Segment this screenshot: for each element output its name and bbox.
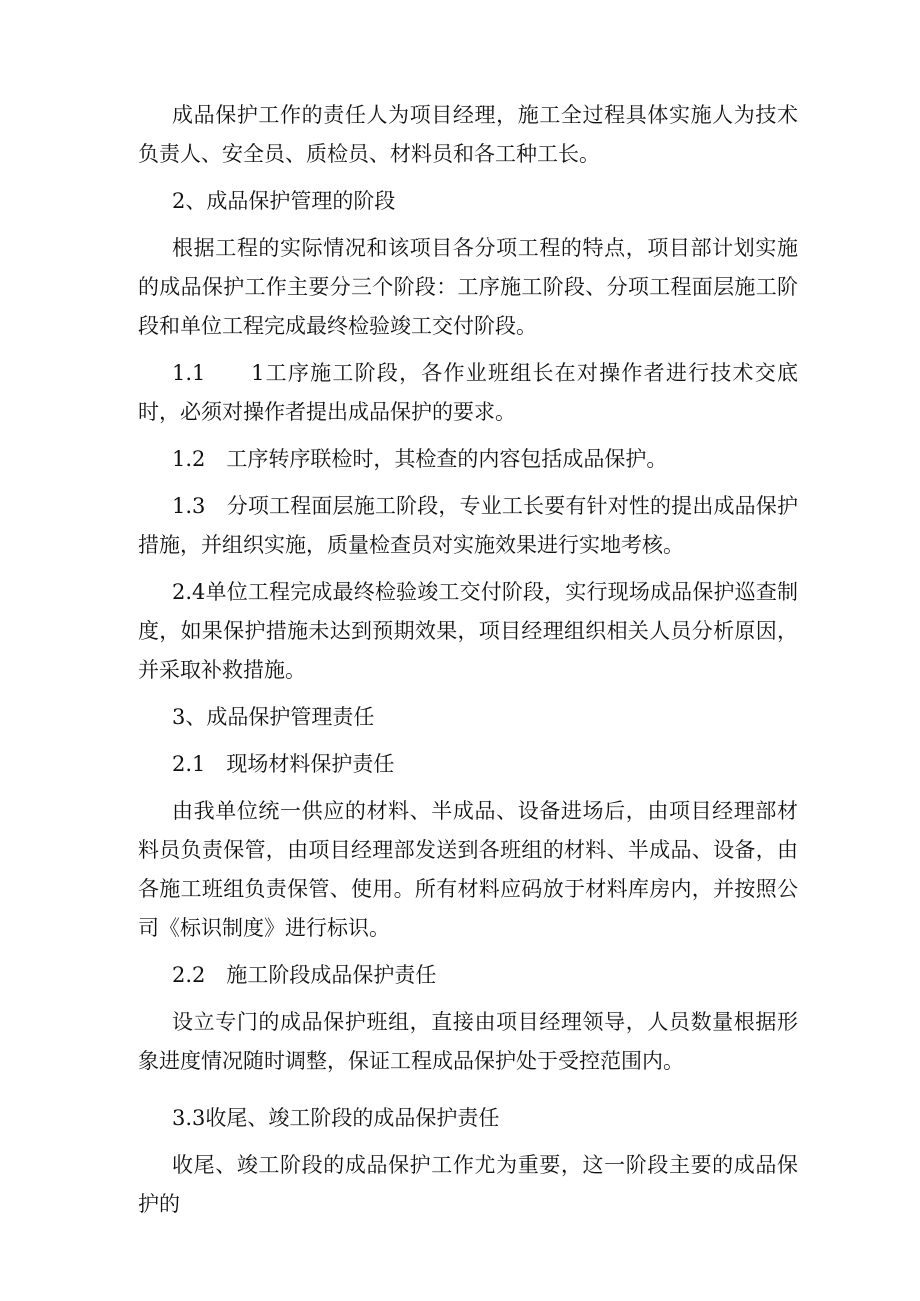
paragraph-1-3: 1.3 分项工程面层施工阶段，专业工长要有针对性的提出成品保护措施，并组织实施，质量检查员对实施效果进行实地考核。: [138, 494, 798, 557]
paragraph-1-2: 1.2 工序转序联检时，其检查的内容包括成品保护。: [172, 447, 668, 471]
paragraph-responsibility: 成品保护工作的责任人为项目经理，施工全过程具体实施人为技术负责人、安全员、质检员、材料员和各工种工长。: [138, 103, 798, 166]
paragraph-2-4: 2.4单位工程完成最终检验竣工交付阶段，实行现场成品保护巡查制度，如果保护措施未达到预期效果，项目经理组织相关人员分析原因，并采取补救措施。: [138, 580, 798, 682]
paragraph-1-1: 1.1 1工序施工阶段，各作业班组长在对操作者进行技术交底时，必须对操作者提出成品保护的要求。: [138, 361, 798, 424]
heading-management-responsibility: 3、成品保护管理责任: [172, 705, 375, 729]
heading-material-protection: 2.1 现场材料保护责任: [172, 752, 395, 776]
heading-management-stages: 2、成品保护管理的阶段: [172, 189, 396, 213]
paragraph-construction-protection: 设立专门的成品保护班组，直接由项目经理领导，人员数量根据形象进度情况随时调整，保证工程成品保护处于受控范围内。: [138, 1010, 798, 1073]
heading-completion-protection: 3.3收尾、竣工阶段的成品保护责任: [172, 1106, 500, 1130]
heading-construction-protection: 2.2 施工阶段成品保护责任: [172, 963, 437, 987]
paragraph-material-protection: 由我单位统一供应的材料、半成品、设备进场后，由项目经理部材料员负责保管，由项目经理部发送到各班组的材料、半成品、设备，由各施工班组负责保管、使用。所有材料应码放于材料库房内，并按照公司《标识制度》进行标识。: [138, 799, 798, 940]
paragraph-completion-protection: 收尾、竣工阶段的成品保护工作尤为重要，这一阶段主要的成品保护的: [138, 1153, 798, 1216]
paragraph-stages-intro: 根据工程的实际情况和该项目各分项工程的特点，项目部计划实施的成品保护工作主要分三个阶段：工序施工阶段、分项工程面层施工阶段和单位工程完成最终检验竣工交付阶段。: [138, 236, 798, 338]
document-body: [138, 96, 798, 1232]
